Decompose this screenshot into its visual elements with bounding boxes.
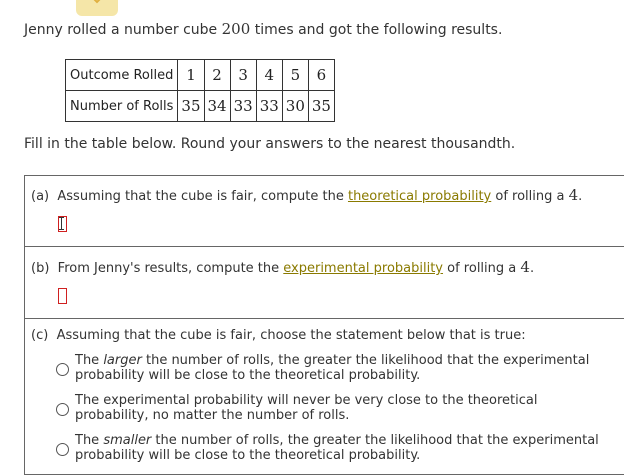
part-b-answer-input[interactable]	[58, 288, 67, 304]
part-a-answer-input[interactable]	[58, 216, 67, 232]
table-cell: 6	[308, 60, 334, 91]
results-table	[65, 59, 335, 122]
part-b-question: (b) From Jenny's results, compute the experimental probability of rolling a 4.	[31, 258, 535, 276]
row-header: Outcome Rolled	[66, 60, 178, 91]
radio-button[interactable]	[56, 363, 69, 376]
option-label: The smaller the number of rolls, the greater the likelihood that the experimental probability will be close to the theoretical probability.	[75, 433, 599, 463]
radio-button[interactable]	[56, 443, 69, 456]
radio-button[interactable]	[56, 403, 69, 416]
text-cursor-icon	[61, 217, 62, 230]
table-cell: 1	[178, 60, 204, 91]
roll-count: 200	[221, 20, 251, 38]
table-cell: 30	[282, 91, 308, 122]
divider	[24, 175, 624, 176]
table-cell: 33	[230, 91, 256, 122]
table-cell: 5	[282, 60, 308, 91]
option-label: The larger the number of rolls, the greater the likelihood that the experimental probability will be close to the theoretical probability.	[75, 353, 590, 383]
table-cell: 3	[230, 60, 256, 91]
option-label: The experimental probability will never be very close to the theoretical probability, no matter the number of rolls.	[75, 393, 538, 423]
part-c-question: (c) Assuming that the cube is fair, choose the statement below that is true:	[31, 328, 526, 343]
divider	[24, 318, 624, 319]
divider	[24, 474, 624, 475]
table-cell: 35	[178, 91, 204, 122]
table-row	[66, 60, 335, 91]
chevron-down-icon	[89, 0, 105, 6]
row-header: Number of Rolls	[66, 91, 178, 122]
table-cell: 2	[204, 60, 230, 91]
divider	[24, 175, 25, 475]
table-row	[66, 91, 335, 122]
problem-intro: Jenny rolled a number cube 200 times and got the following results.	[24, 20, 503, 38]
experimental-probability-link[interactable]: experimental probability	[283, 261, 444, 276]
table-cell: 35	[308, 91, 334, 122]
theoretical-probability-link[interactable]: theoretical probability	[347, 189, 492, 204]
collapse-tab[interactable]	[76, 0, 118, 16]
part-a-question: (a) Assuming that the cube is fair, compute the theoretical probability of rolling a 4.	[31, 186, 583, 204]
table-cell: 4	[256, 60, 282, 91]
divider	[24, 246, 624, 247]
instructions: Fill in the table below. Round your answers to the nearest thousandth.	[24, 136, 516, 152]
table-cell: 34	[204, 91, 230, 122]
table-cell: 33	[256, 91, 282, 122]
